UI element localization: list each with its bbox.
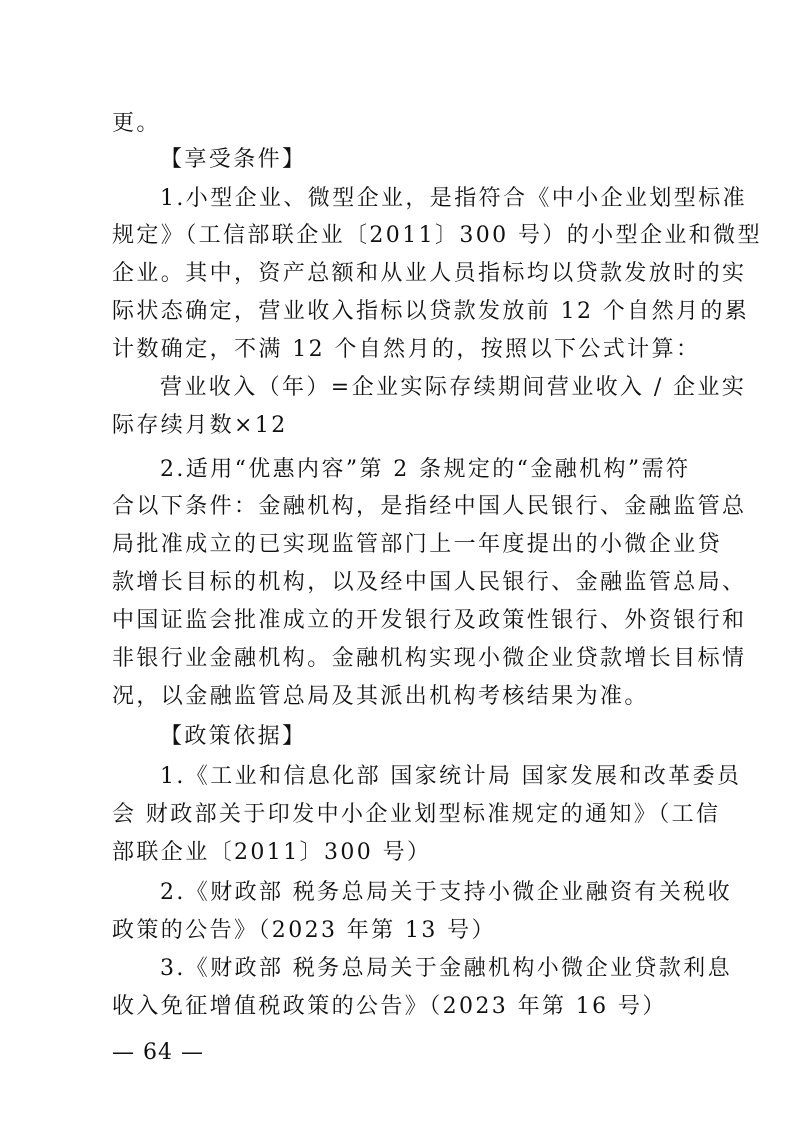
text-line: 2.适用“优惠内容”第 2 条规定的“金融机构”需符 [160, 457, 691, 482]
text-line: 企业。其中，资产总额和从业人员指标均以贷款发放时的实 [112, 261, 747, 286]
reference-line: 会 财政部关于印发中小企业划型标准规定的通知》（工信 [112, 802, 721, 827]
text-line: 况，以金融监管总局及其派出机构考核结果为准。 [112, 684, 649, 709]
reference-line: 2.《财政部 税务总局关于支持小微企业融资有关税收 [160, 880, 732, 905]
section-heading-basis: 【政策依据】 [160, 724, 307, 749]
text-line: 款增长目标的机构，以及经中国人民银行、金融监管总局、 [112, 570, 747, 595]
page-number: — 64 — [112, 1040, 204, 1065]
text-line: 1.小型企业、微型企业，是指符合《中小企业划型标准 [160, 186, 747, 211]
reference-line: 政策的公告》（2023 年第 13 号） [112, 918, 496, 943]
formula-line: 营业收入（年）=企业实际存续期间营业收入 / 企业实 [160, 375, 747, 400]
reference-line: 3.《财政部 税务总局关于金融机构小微企业贷款利息 [160, 956, 732, 981]
reference-line: 1.《工业和信息化部 国家统计局 国家发展和改革委员 [160, 764, 742, 789]
text-line: 合以下条件：金融机构，是指经中国人民银行、金融监管总 [112, 494, 747, 519]
text-line: 非银行业金融机构。金融机构实现小微企业贷款增长目标情 [112, 646, 747, 671]
section-heading-conditions: 【享受条件】 [160, 147, 307, 172]
text-line: 规定》（工信部联企业〔2011〕300 号）的小型企业和微型 [112, 223, 762, 248]
text-line: 局批准成立的已实现监管部门上一年度提出的小微企业贷 [112, 532, 723, 557]
reference-line: 部联企业〔2011〕300 号） [112, 840, 432, 865]
text-line: 更。 [112, 111, 161, 136]
text-line: 计数确定，不满 12 个自然月的，按照以下公式计算： [112, 337, 701, 362]
reference-line: 收入免征增值税政策的公告》（2023 年第 16 号） [112, 994, 667, 1019]
formula-line: 际存续月数×12 [112, 413, 288, 438]
text-line: 中国证监会批准成立的开发银行及政策性银行、外资银行和 [112, 608, 747, 633]
text-line: 际状态确定，营业收入指标以贷款发放前 12 个自然月的累 [112, 299, 750, 324]
